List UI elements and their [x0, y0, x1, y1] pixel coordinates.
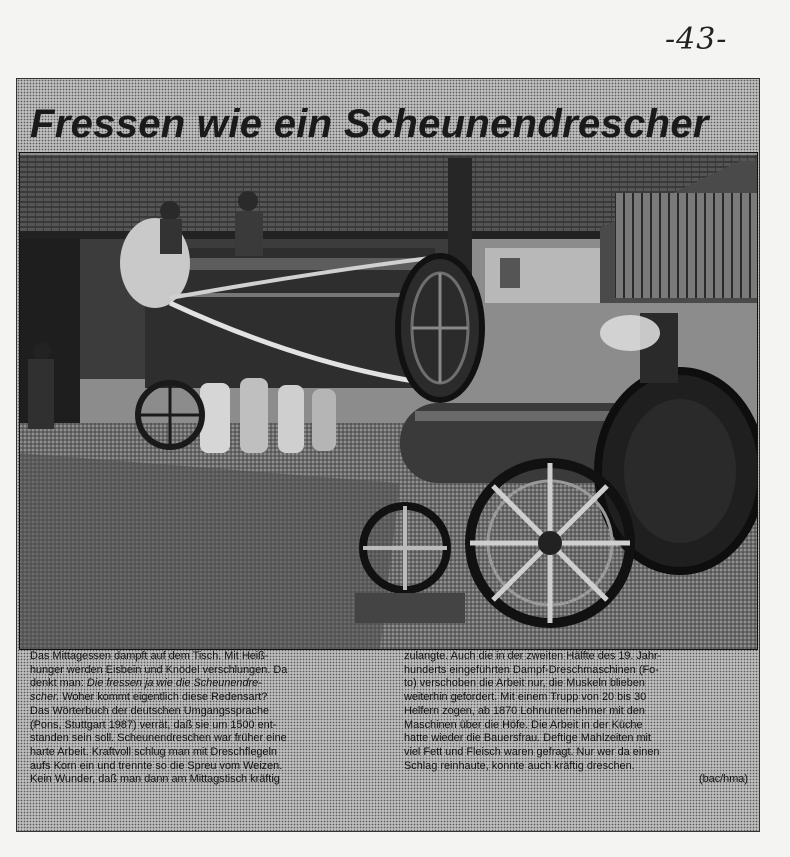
article-line	[30, 760, 390, 774]
article-line	[404, 732, 748, 746]
wooden-shed	[615, 193, 757, 298]
article-text: hunderts eingeführten Dampf-Dreschmaschinen (Fo-	[404, 663, 659, 676]
article-line	[404, 760, 748, 774]
worker-figure	[238, 191, 258, 211]
article-text: Das Mittagessen dampft auf dem Tisch. Mit Heiß-	[30, 650, 269, 662]
article-line	[30, 773, 390, 787]
article-text: zulangte. Auch die in der zweiten Hälfte des 19. Jahr-	[404, 650, 662, 662]
article-text: hatte wieder die Bauersfrau. Deftige Mahlzeiten mit	[404, 732, 651, 745]
article-line	[404, 691, 748, 705]
article-body	[30, 650, 750, 818]
article-line	[30, 677, 390, 691]
worker-figure	[160, 201, 180, 221]
article-text: Helfern zogen, ab 1870 Lohnunternehmer mit den	[404, 704, 645, 717]
article-text: hunger werden Eisbein und Knödel verschlungen. Da	[30, 663, 288, 676]
article-line	[30, 705, 390, 719]
author-credit: (bac/hma)	[698, 773, 748, 786]
article-text: Kein Wunder, daß man dann am Mittagstisch kräftig	[30, 773, 280, 786]
article-text: standen sein soll. Scheunendreschen war früher eine	[30, 732, 287, 745]
article-line	[30, 664, 390, 678]
article-line	[404, 705, 748, 719]
article-line	[404, 664, 748, 678]
article-text: denkt man:	[30, 677, 87, 690]
grain-sack	[240, 378, 268, 453]
article-text: aufs Korn ein und trennte so die Spreu vom Weizen.	[30, 759, 283, 772]
article-line	[30, 691, 390, 705]
article-line	[30, 650, 390, 664]
article-text: Woher kommt eigentlich diese Redensart?	[59, 691, 268, 704]
article-text: weiterhin gefordert. Mit einem Trupp von 20 bis 30	[404, 691, 647, 704]
headline: Fressen wie ein Scheunendrescher	[30, 102, 709, 146]
article-line	[404, 677, 748, 691]
article-text: Das Wörterbuch der deutschen Umgangssprache	[30, 704, 270, 717]
article-line	[404, 650, 748, 664]
article-text-italic: Die fressen ja wie die Scheunendre-	[86, 677, 262, 690]
article-text: Maschinen über die Höfe. Die Arbeit in der Küche	[404, 718, 643, 731]
article-column-right	[404, 650, 748, 787]
article-line	[30, 719, 390, 733]
article-text: (Pons, Stuttgart 1987) verrät, daß sie um 1500 ent-	[30, 718, 277, 731]
article-line	[30, 746, 390, 760]
article-text: harte Arbeit. Kraftvoll schlug man mit Dreschflegeln	[30, 745, 277, 758]
article-text: Schlag reinhaute, konnte auch kräftig dreschen.	[404, 759, 635, 772]
article-line	[404, 719, 748, 733]
article-line	[30, 732, 390, 746]
steam-cloud	[600, 315, 660, 351]
page-number: -43-	[665, 22, 728, 57]
grain-sack	[312, 389, 336, 451]
steam-threshing-photo	[19, 152, 758, 650]
photo-illustration	[20, 153, 757, 649]
article-line	[404, 746, 748, 760]
article-text-italic: scher.	[30, 691, 60, 704]
article-text: to) verschoben die Arbeit nur, die Muskeln blieben	[404, 677, 645, 690]
article-text: viel Fett und Fleisch waren gefragt. Nur wer da einen	[404, 745, 660, 758]
article-column-left	[30, 650, 390, 787]
worker-figure	[33, 342, 51, 360]
grain-sack	[278, 385, 304, 453]
